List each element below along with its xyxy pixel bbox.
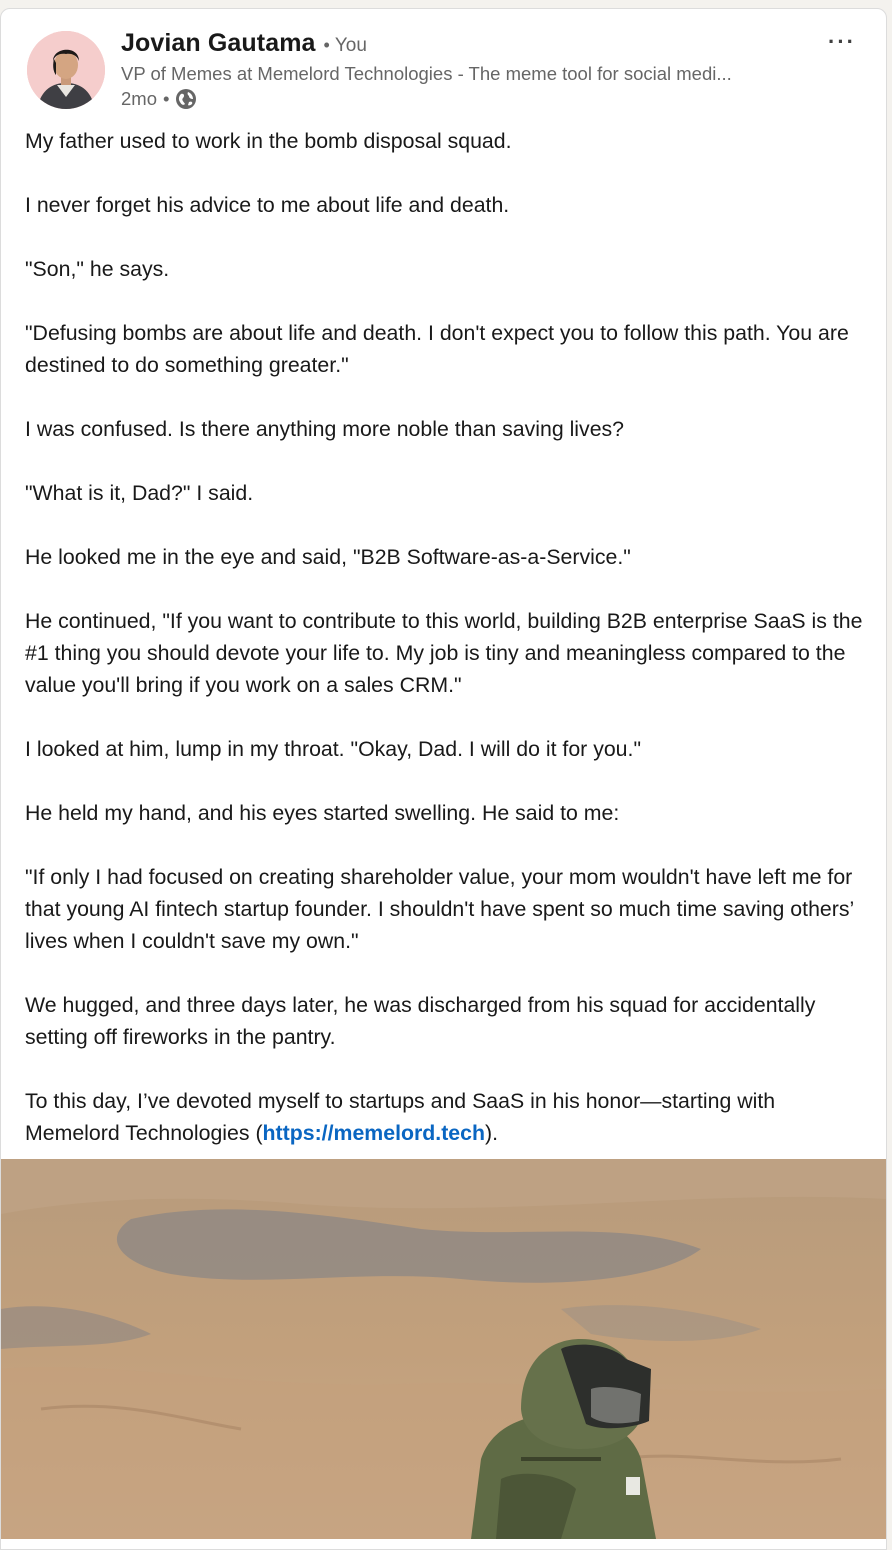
post-paragraph: "Son," he says. [25,257,170,281]
post-image[interactable] [1,1159,886,1539]
post-paragraph-last [25,1085,870,1149]
avatar[interactable] [27,31,105,109]
post-paragraph: I looked at him, lump in my throat. "Okay, Dad. I will do it for you." [25,737,642,761]
name-separator: • [323,35,330,55]
post-header [1,9,886,121]
post-time[interactable]: 2mo [121,88,157,109]
author-name[interactable]: Jovian Gautama [121,29,316,57]
post-paragraph: He held my hand, and his eyes started swelling. He said to me: [25,801,620,825]
relation-label: You [334,35,367,56]
post-paragraph: He looked me in the eye and said, "B2B Software-as-a-Service." [25,545,631,569]
feed-post-card [0,8,887,1550]
last-paragraph-text: To this day, I’ve devoted myself to startups and SaaS in his honor—starting with Memelord Technologies ( [25,1089,776,1145]
memelord-link[interactable]: https://memelord.tech [262,1121,486,1145]
post-paragraph: We hugged, and three days later, he was discharged from his squad for accidentally setting off fireworks in the pantry. [25,993,816,1049]
more-options-button[interactable]: ··· [828,29,856,54]
post-body [25,125,870,1181]
post-paragraph: I was confused. Is there anything more noble than saving lives? [25,417,625,441]
author-headline: VP of Memes at Memelord Technologies - The meme tool for social medi... [121,63,732,84]
post-paragraph: "If only I had focused on creating shareholder value, your mom wouldn't have left me for that young AI fintech startup founder. I shouldn't have spent so much time saving others’ lives when I couldn't save my own." [25,865,854,953]
post-paragraph: I never forget his advice to me about life and death. [25,193,510,217]
post-paragraph: My father used to work in the bomb disposal squad. [25,129,512,153]
post-paragraph: "What is it, Dad?" I said. [25,481,254,505]
meta-separator: • [163,88,170,109]
author-name-line [121,29,367,58]
post-paragraph: "Defusing bombs are about life and death. I don't expect you to follow this path. You are destined to do something greater." [25,321,849,377]
last-paragraph-end: ). [485,1121,499,1145]
post-meta [121,88,197,110]
post-paragraph: He continued, "If you want to contribute to this world, building B2B enterprise SaaS is the #1 thing you should devote your life to. My job is tiny and meaningless compared to the value you'll bring if you work on a sales CRM." [25,609,863,697]
globe-icon [175,88,197,110]
